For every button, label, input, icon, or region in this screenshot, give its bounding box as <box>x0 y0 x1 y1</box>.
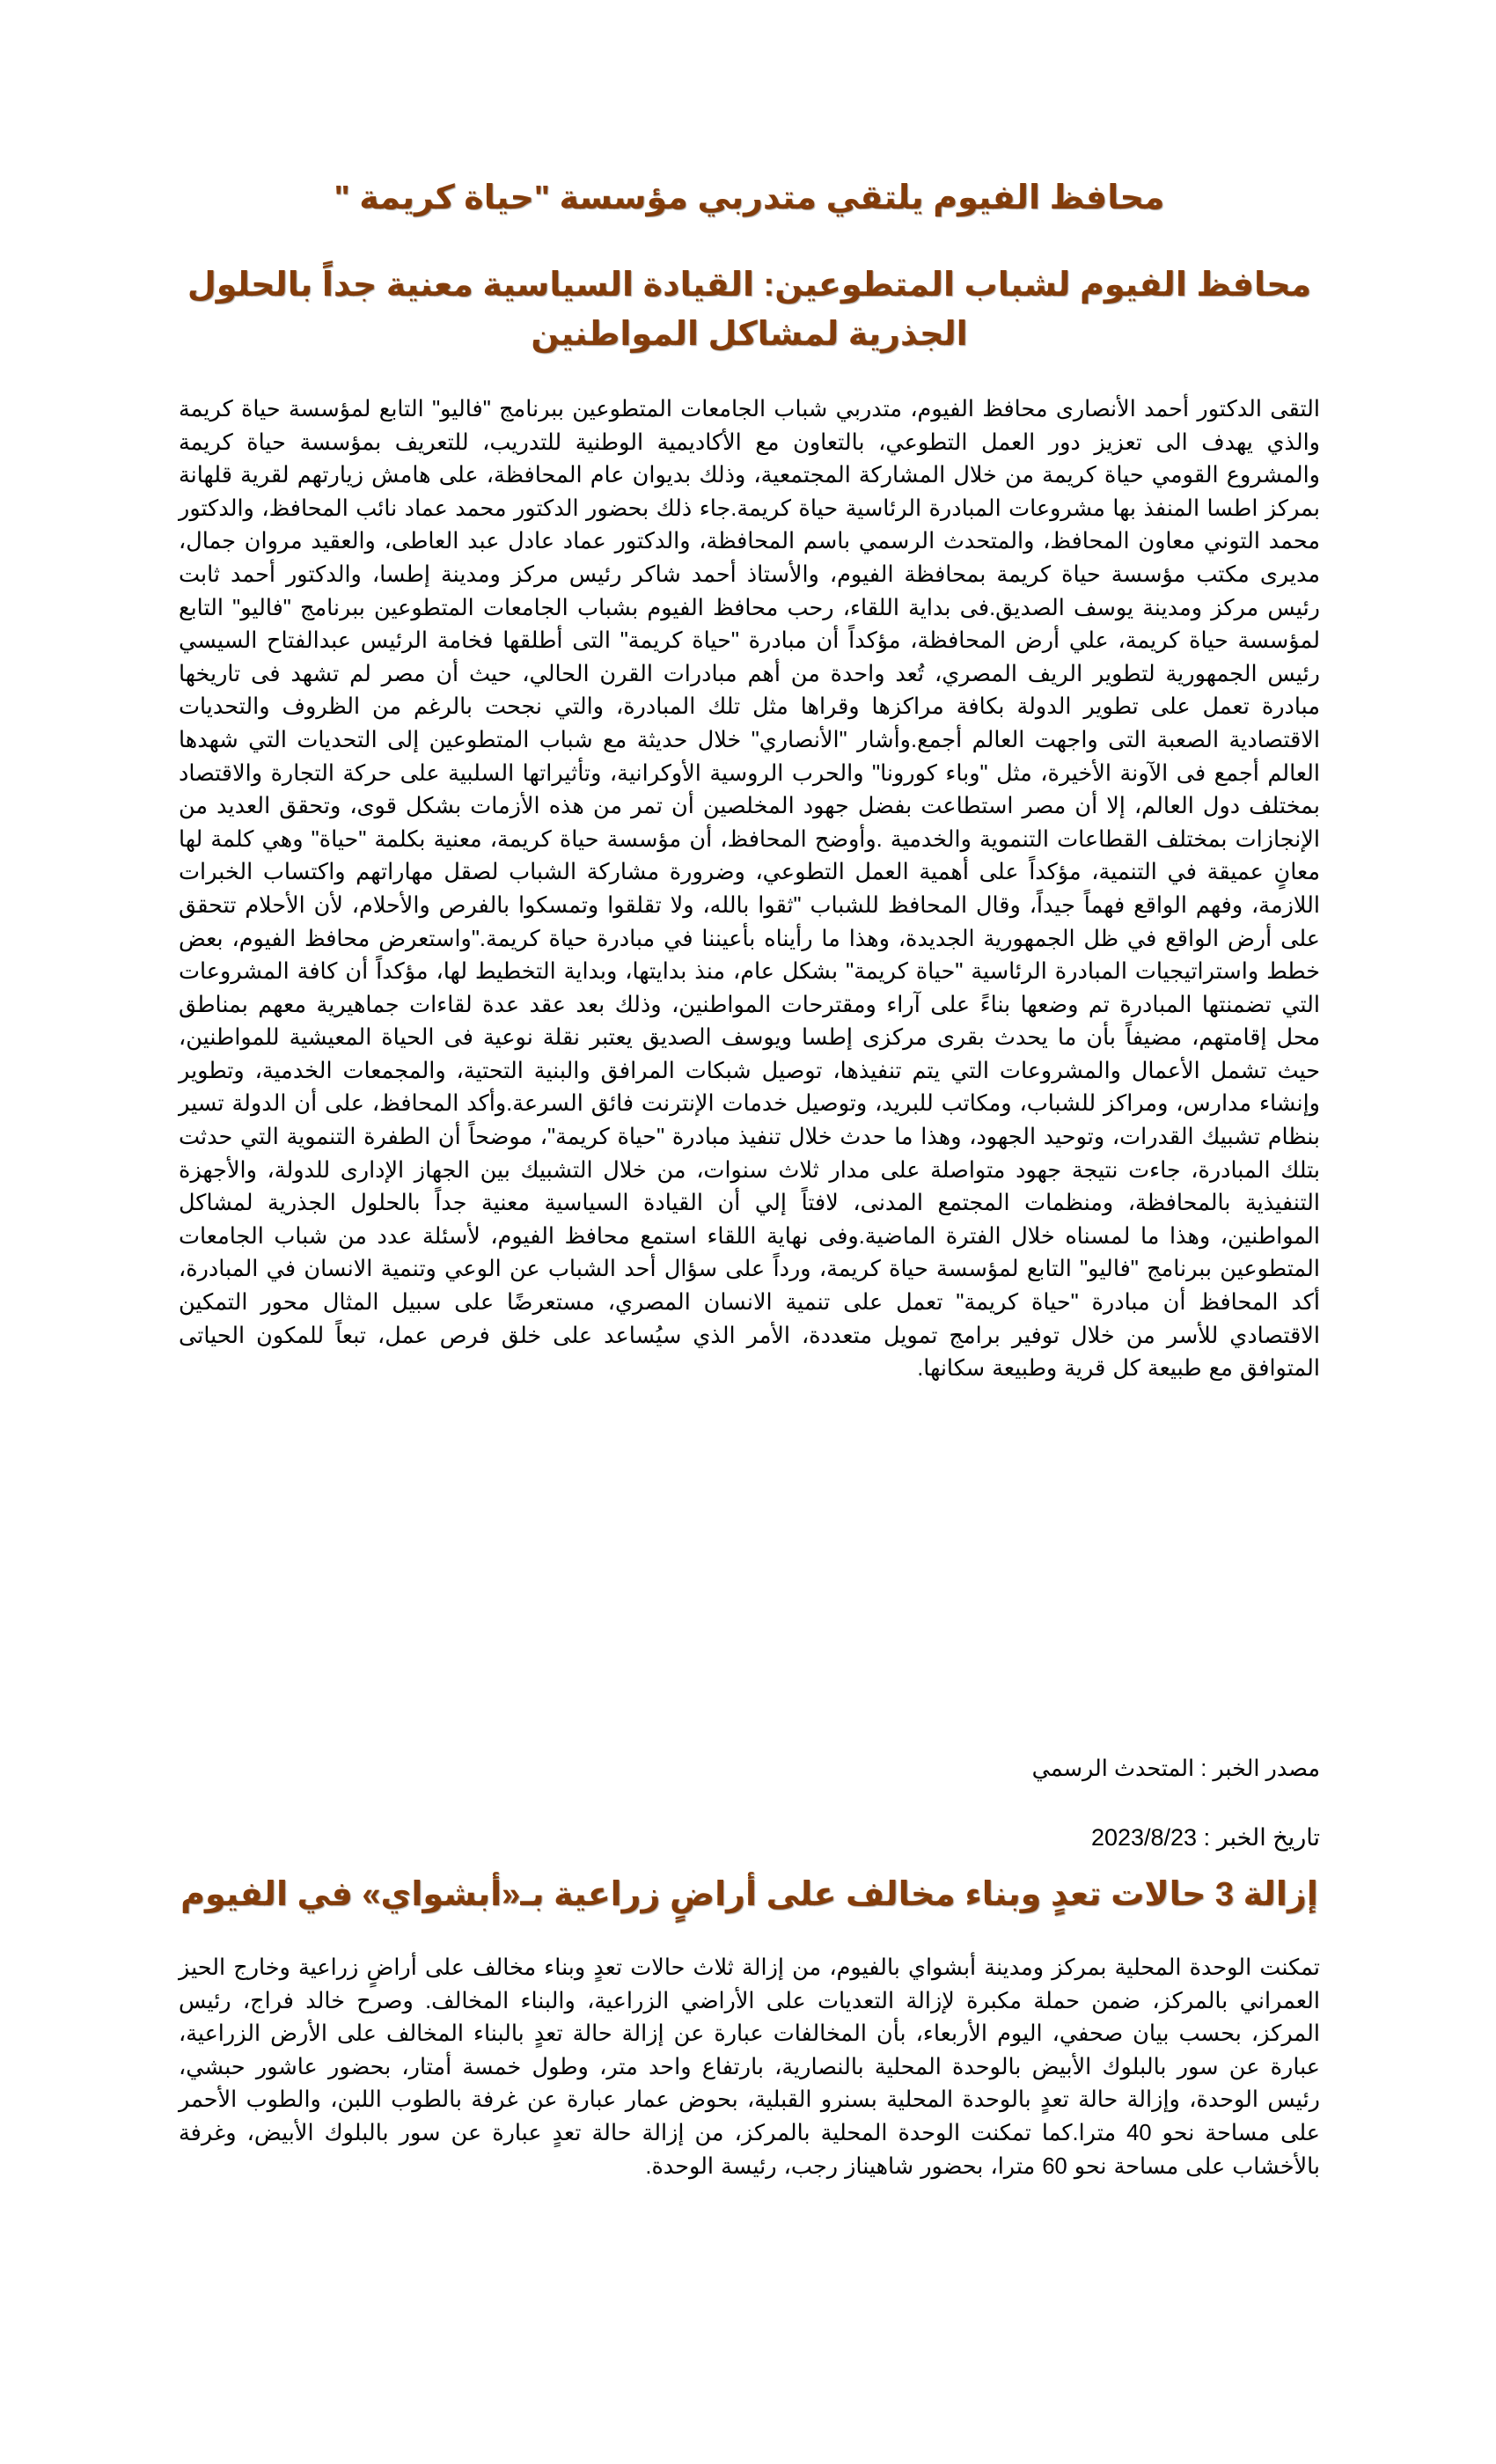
article-1-title: محافظ الفيوم يلتقي متدربي مؤسسة "حياة كريمة " <box>334 180 1165 216</box>
article-1-body: التقى الدكتور أحمد الأنصارى محافظ الفيوم، متدربي شباب الجامعات المتطوعين ببرنامج "فاليو" التابع لمؤسسة حياة كريمة والذي يهدف الى تعزيز دور العمل التطوعي، بالتعاون مع الأكاديمية الوطنية للتدريب، للتعريف بمؤسسة حياة كريمة والمشروع القومي حياة كريمة من خلال المشاركة المجتمعية، وذلك بديوان عام المحافظة، على هامش زيارتهم لقرية قلهانة بمركز اطسا المنفذ بها مشروعات المبادرة الرئاسية حياة كريمة.جاء ذلك بحضور الدكتور محمد عماد نائب المحافظ، والدكتور محمد التوني معاون المحافظ، والمتحدث الرسمي باسم المحافظة، والدكتور عماد عادل عبد العاطى، والعقيد مروان جمال، مديرى مكتب مؤسسة حياة كريمة بمحافظة الفيوم، والأستاذ أحمد شاكر رئيس مركز ومدينة إطسا، والدكتور أحمد ثابت رئيس مركز ومدينة يوسف الصديق.فى بداية اللقاء، رحب محافظ الفيوم بشباب الجامعات المتطوعين ببرنامج "فاليو" التابع لمؤسسة حياة كريمة، علي أرض المحافظة، مؤكداً أن مبادرة "حياة كريمة" التى أطلقها فخامة الرئيس عبدالفتاح السيسي رئيس الجمهورية لتطوير الريف المصري، تُعد واحدة من أهم مبادرات القرن الحالي، حيث أن مصر لم تشهد فى تاريخها مبادرة تعمل على تطوير الدولة بكافة مراكزها وقراها مثل تلك المبادرة، والتي نجحت بالرغم من الظروف والتحديات الاقتصادية الصعبة التى واجهت العالم أجمع.وأشار "الأنصاري" خلال حديثة مع شباب المتطوعين إلى التحديات التي شهدها العالم أجمع فى الآونة الأخيرة، مثل "وباء كورونا" والحرب الروسية الأوكرانية، وتأثيراتها السلبية على حركة التجارة والاقتصاد بمختلف دول العالم، إلا أن مصر استطاعت بفضل جهود المخلصين أن تمر من هذه الأزمات بشكل قوى، وتحقق العديد من الإنجازات بمختلف القطاعات التنموية والخدمية .وأوضح المحافظ، أن مؤسسة حياة كريمة، معنية بكلمة "حياة" وهي كلمة لها معانٍ عميقة في التنمية، مؤكداً على أهمية العمل التطوعي، وضرورة مشاركة الشباب لصقل مهاراتهم واكتساب الخبرات اللازمة، وفهم الواقع فهماً جيداً، وقال المحافظ للشباب "ثقوا بالله، ولا تقلقوا وتمسكوا بالفرص والأحلام، لأن الأحلام تتحقق على أرض الواقع في ظل الجمهورية الجديدة، وهذا ما رأيناه بأعيننا في مبادرة حياة كريمة."واستعرض محافظ الفيوم، بعض خطط واستراتيجيات المبادرة الرئاسية "حياة كريمة" بشكل عام، منذ بدايتها، وبداية التخطيط لها، مؤكداً أن كافة المشروعات التي تضمنتها المبادرة تم وضعها بناءً على آراء ومقترحات المواطنين، وذلك بعد عقد عدة لقاءات جماهيرية معهم بمناطق محل إقامتهم، مضيفاً بأن ما يحدث بقرى مركزى إطسا ويوسف الصديق يعتبر نقلة نوعية فى الحياة المعيشية للمواطنين، حيث تشمل الأعمال والمشروعات التي يتم تنفيذها، توصيل شبكات المرافق والبنية التحتية، والمجمعات الخدمية، وتطوير وإنشاء مدارس، ومراكز للشباب، ومكاتب للبريد، وتوصيل خدمات الإنترنت فائق السرعة.وأكد المحافظ، على أن الدولة تسير بنظام تشبيك القدرات، وتوحيد الجهود، وهذا ما حدث خلال تنفيذ مبادرة "حياة كريمة"، موضحاً أن الطفرة التنموية التي حدثت بتلك المبادرة، جاءت نتيجة جهود متواصلة على مدار ثلاث سنوات، من خلال التشبيك بين الجهاز الإدارى للدولة، والأجهزة التنفيذية بالمحافظة، ومنظمات المجتمع المدنى، لافتاً إلي أن القيادة السياسية معنية جداً بالحلول الجذرية لمشاكل المواطنين، وهذا ما لمسناه خلال الفترة الماضية.وفى نهاية اللقاء استمع محافظ الفيوم، لأسئلة عدد من شباب الجامعات المتطوعين ببرنامج "فاليو" التابع لمؤسسة حياة كريمة، ورداً على سؤال أحد الشباب عن الوعي وتنمية الانسان في المبادرة، أكد المحافظ أن مبادرة "حياة كريمة" تعمل على تنمية الانسان المصري، مستعرضًا على سبيل المثال محور التمكين الاقتصادي للأسر من خلال توفير برامج تمويل متعددة، الأمر الذي سيُساعد على خلق فرص عمل، تبعاً للمكون الحياتى المتوافق مع طبيعة كل قرية وطبيعة سكانها. <box>179 397 1320 1382</box>
article-1-subtitle: محافظ الفيوم لشباب المتطوعين: القيادة السياسية معنية جداً بالحلول الجذرية لمشاكل المواطنين <box>187 267 1312 353</box>
article-2-body: تمكنت الوحدة المحلية بمركز ومدينة أبشواي بالفيوم، من إزالة ثلاث حالات تعدٍ وبناء مخالف على أراضٍ زراعية وخارج الحيز العمراني بالمركز، ضمن حملة مكبرة لإزالة التعديات على الأراضي الزراعية، والبناء المخالف. وصرح خالد فراج، رئيس المركز، بحسب بيان صحفي، اليوم الأربعاء، بأن المخالفات عبارة عن إزالة حالة تعدٍ بالبناء المخالف على الأرض الزراعية، عبارة عن سور بالبلوك الأبيض بالوحدة المحلية بالنصارية، بارتفاع واحد متر، وطول خمسة أمتار، بحضور عاشور حبشي، رئيس الوحدة، وإزالة حالة تعدٍ بالوحدة المحلية بسنرو القبلية، بحوض عمار عبارة عن غرفة بالطوب اللبن، والطوب الأحمر على مساحة نحو 40 مترا.كما تمكنت الوحدة المحلية بالمركز، من إزالة حالة تعدٍ عبارة عن سور بالبلوك الأبيض، وغرفة بالأخشاب على مساحة نحو 60 مترا، بحضور شاهيناز رجب، رئيسة الوحدة. <box>179 1955 1320 2179</box>
article-1-source: مصدر الخبر : المتحدث الرسمي <box>1031 1756 1320 1781</box>
date-value: 2023/8/23 <box>1090 1824 1198 1851</box>
date-label: تاريخ الخبر : <box>1197 1824 1320 1851</box>
article-2-title: إزالة 3 حالات تعدٍ وبناء مخالف على أراضٍ زراعية بـ«أبشواي» في الفيوم <box>180 1876 1318 1913</box>
article-1-date <box>179 1820 1320 1855</box>
